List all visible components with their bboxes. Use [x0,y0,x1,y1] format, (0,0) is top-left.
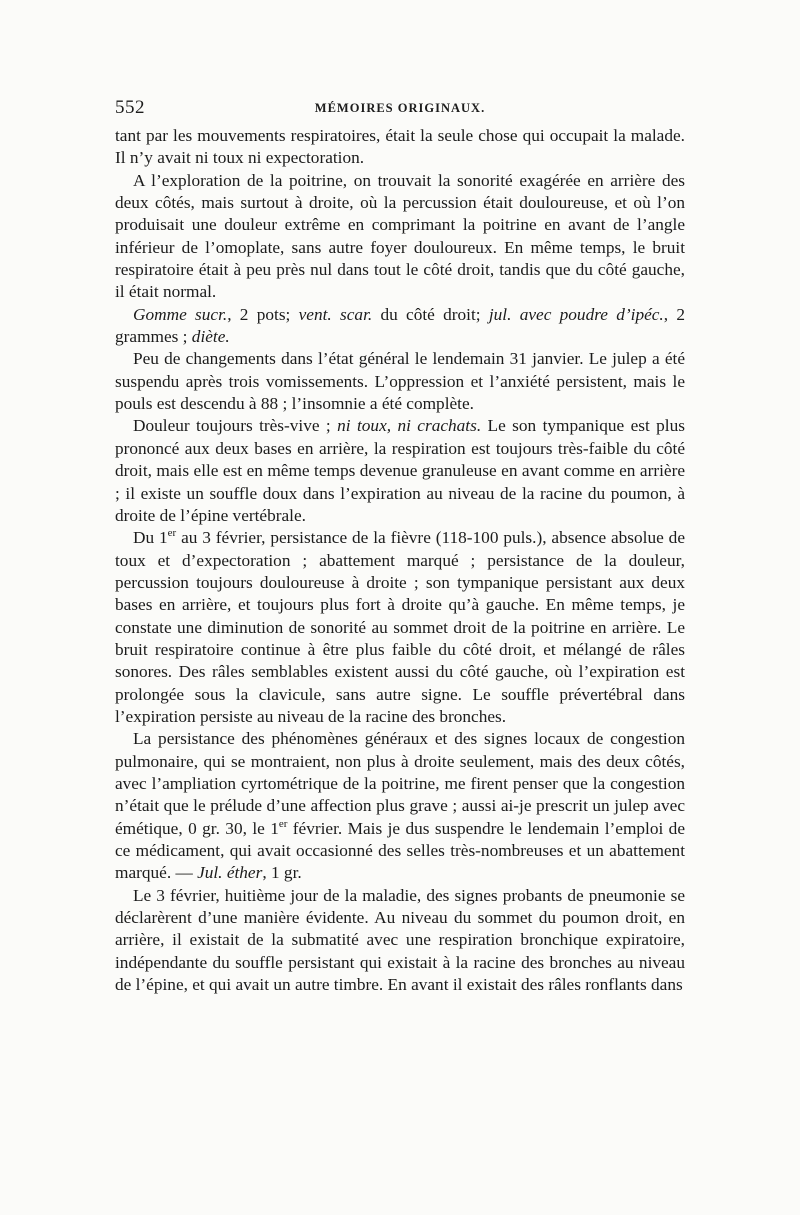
paragraph-p4 [115,348,685,415]
paragraph-p8 [115,885,685,997]
text-segment: , 2 pots; [227,304,299,324]
text-segment: , 2 grammes ; [115,304,685,347]
document-page [115,97,685,996]
text-segment: , 1 gr. [262,863,302,883]
text-segment: La persistance des phénomènes généraux et des signes locaux de congestion pulmonaire, qui se montraient, non plus à droite seulement, mais des deux côtés, avec l’ampliation cyrtométrique de la poitrine, me firent penser que la congestion n’était que le prélude d’une affection plus grave ; aussi ai-je prescrit un julep avec émétique, 0 gr. 30, le 1 [115,729,685,838]
italic-text: vent. scar. [298,304,373,324]
paragraph-p1 [115,125,685,170]
paragraph-p7 [115,728,685,884]
italic-text: diète. [191,327,230,347]
text-segment: Le son tympanique est plus prononcé aux deux bases en arrière, la respiration est toujours très-faible du côté droit, mais elle est en même temps devenue granuleuse en avant comme en arrière ; il existe un souffle doux dans l’expiration au niveau de la racine du poumon, à droite de l’épine vertébrale. [115,416,685,525]
superscript-text: er [278,817,288,830]
body-text [115,125,685,996]
paragraph-p6 [115,527,685,728]
italic-text: jul. avec poudre d’ipéc. [488,304,664,324]
page-number: 552 [115,97,145,118]
italic-text: Gomme sucr. [133,304,228,324]
paragraph-p5 [115,415,685,527]
paragraph-p3 [115,304,685,349]
text-segment: tant par les mouvements respiratoires, était la seule chose qui occupait la malade. Il n’y avait ni toux ni expectoration. [115,126,685,168]
text-segment: février. Mais je dus suspendre le lendemain l’emploi de ce médicament, qui avait occasionné des selles très-nombreuses et un abattement marqué. — [115,818,685,883]
text-segment: Le 3 février, huitième jour de la maladie, des signes probants de pneumonie se déclarèrent d’une manière évidente. Au niveau du sommet du poumon droit, en arrière, il existait de la submatité avec une respiration bronchique expiratoire, indépendante du souffle persistant qui existait à la racine des bronches au niveau de l’épine, et qui avait un autre timbre. En avant il existait des râles ronflants dans [115,885,685,995]
italic-text: ni toux, ni crachats. [337,416,482,436]
text-segment: Douleur toujours très-vive ; [133,416,338,436]
text-segment: Du 1 [133,528,168,548]
text-segment: A l’exploration de la poitrine, on trouvait la sonorité exagérée en arrière des deux côtés, mais surtout à droite, où la percussion était douloureuse, et où l’on produisait une douleur extrême en comprimant la poitrine en avant de l’angle inférieur de l’omoplate, sans autre foyer douloureux. En même temps, le bruit respiratoire était à peu près nul dans tout le côté droit, tandis que du côté gauche, il était normal. [115,170,685,302]
text-segment: du côté droit; [372,304,489,324]
text-segment: Peu de changements dans l’état général le lendemain 31 janvier. Le julep a été suspendu après trois vomissements. L’oppression et l’anxiété persistent, mais le pouls est descendu à 88 ; l’insomnie a été complète. [115,349,685,414]
text-segment: au 3 février, persistance de la fièvre (118-100 puls.), absence absolue de toux et d’expectoration ; abattement marqué ; persistance de la douleur, percussion toujours douloureuse à droite ; son tympanique persistant aux deux bases en arrière, et toujours plus fort à droite qu’à gauche. En même temps, je constate une diminution de sonorité au sommet droit de la poitrine en arrière. Le bruit respiratoire continue à être plus faible du côté droit, et mélangé de râles sonores. Des râles semblables existent aussi du côté gauche, où l’expiration est prolongée sous la clavicule, sans autre signe. Le souffle prévertébral dans l’expiration persiste au niveau de la racine des bronches. [115,528,685,726]
superscript-text: er [167,527,177,540]
running-header [115,97,685,121]
paragraph-p2 [115,170,685,304]
italic-text: Jul. éther [197,863,263,883]
running-title: MÉMOIRES ORIGINAUX. [314,101,486,115]
